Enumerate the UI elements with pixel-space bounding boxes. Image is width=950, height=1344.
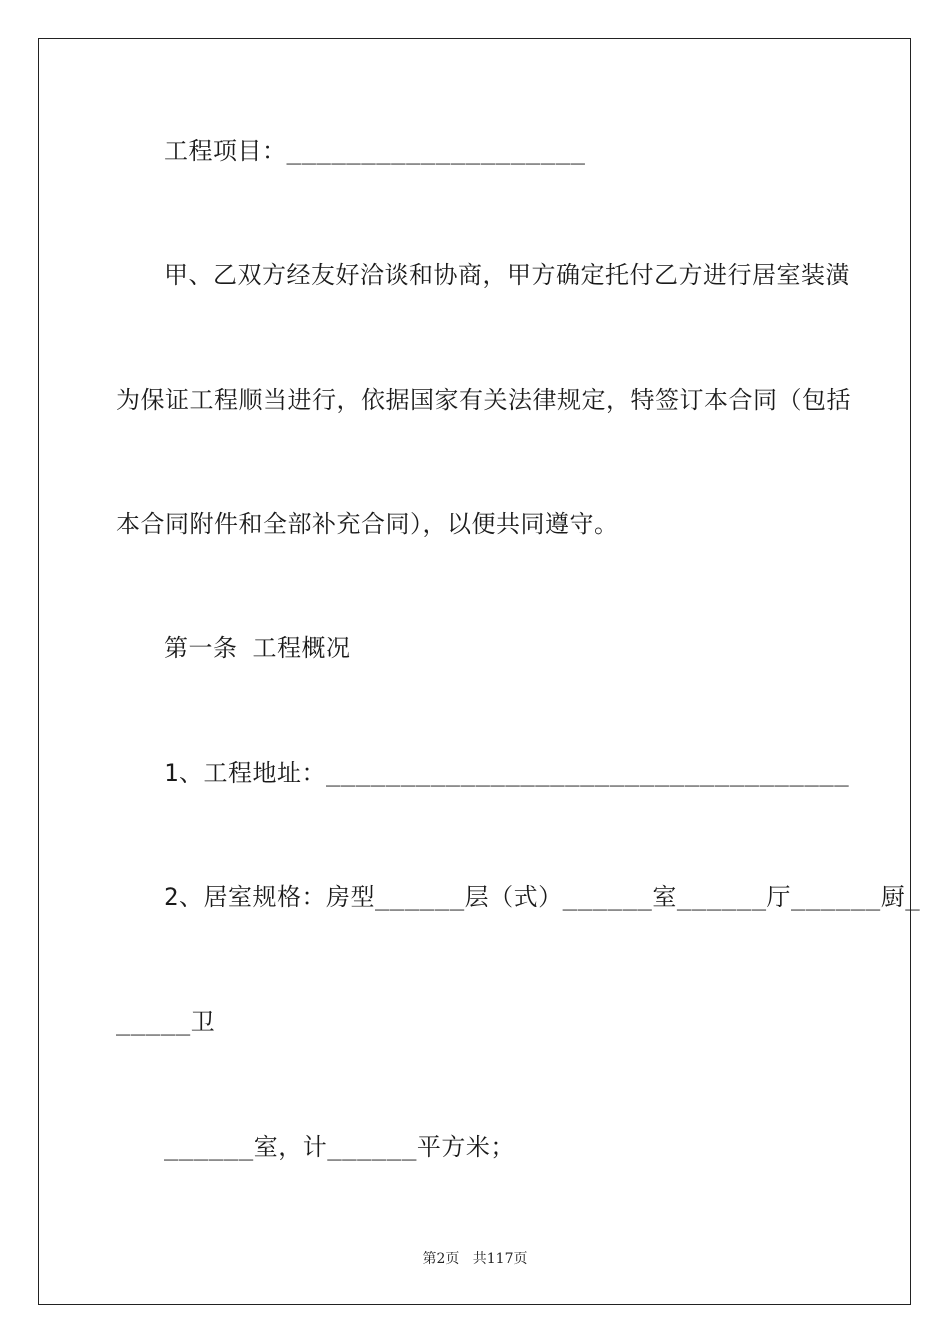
- project-line: 工程项目：____________________: [164, 137, 586, 165]
- address-line: 1、工程地址：___________________________________: [164, 759, 850, 787]
- intro-paragraph-line-3: 本合同附件和全部补充合同），以便共同遵守。: [116, 510, 619, 538]
- room-spec-line-2: _____卫: [116, 1008, 216, 1036]
- room-spec-line-1: 2、居室规格：房型______层（式）______室______厅______厨_: [164, 883, 921, 911]
- intro-paragraph-line-2: 为保证工程顺当进行，依据国家有关法律规定，特签订本合同（包括: [116, 386, 851, 414]
- area-line: ______室，计______平方米；: [164, 1133, 515, 1161]
- page-number: 第2页 共117页: [422, 1251, 528, 1267]
- intro-paragraph-line-1: 甲、乙双方经友好洽谈和协商，甲方确定托付乙方进行居室装潢: [164, 261, 850, 289]
- page-border: [38, 38, 911, 1305]
- article-heading: 第一条 工程概况: [164, 634, 351, 662]
